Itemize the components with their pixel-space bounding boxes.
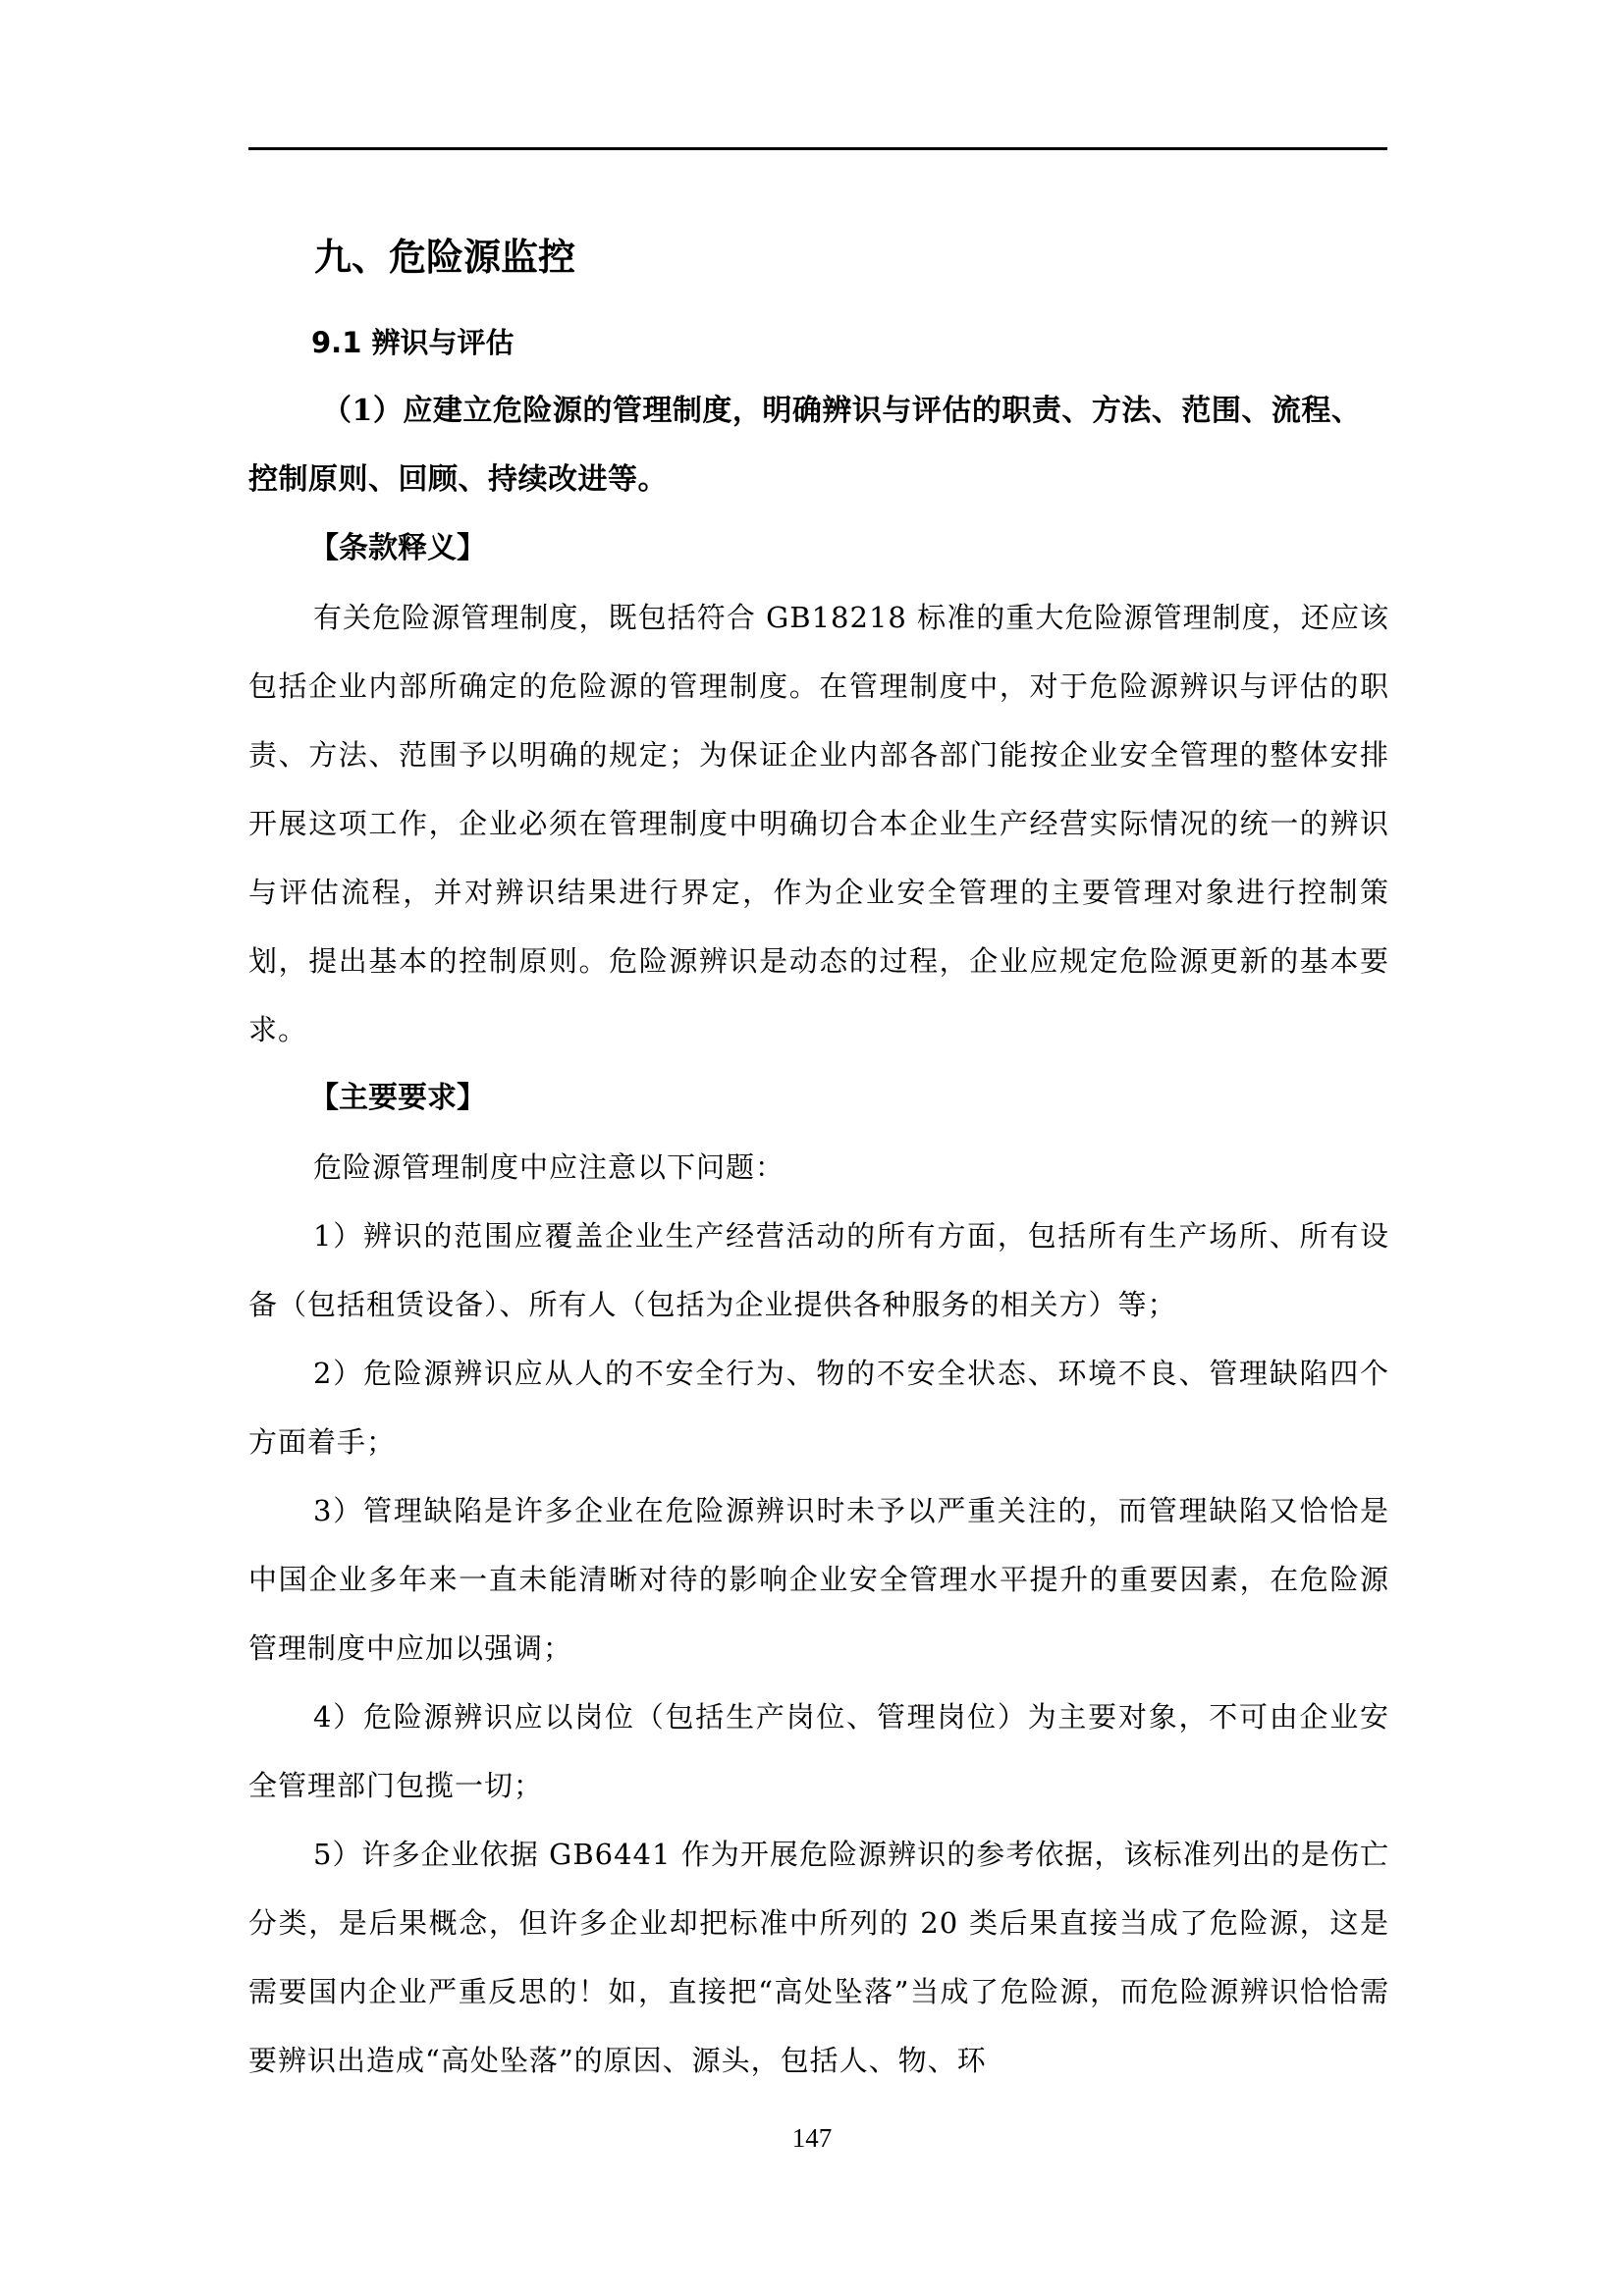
requirement-item-5: 5）许多企业依据 GB6441 作为开展危险源辨识的参考依据，该标准列出的是伤亡分类，是后果概念，但许多企业却把标准中所列的 20 类后果直接当成了危险源，这是需要国内企业严重反思的！如，直接把“高处坠落”当成了危险源，而危险源辨识恰恰需要辨识出造成“高处坠落”的原因、源头，包括人、物、环	[248, 1838, 1389, 2077]
header-rule	[248, 147, 1387, 150]
chapter-title: 九、危险源监控	[314, 236, 576, 279]
section-title: 9.1 辨识与评估	[311, 326, 514, 359]
interpretation-paragraph: 有关危险源管理制度，既包括符合 GB18218 标准的重大危险源管理制度，还应该包括企业内部所确定的危险源的管理制度。在管理制度中，对于危险源辨识与评估的职责、方法、范围予以明确的规定；为保证企业内部各部门能按企业安全管理的整体安排开展这项工作，企业必须在管理制度中明确切合本企业生产经营实际情况的统一的辨识与评估流程，并对辨识结果进行界定，作为企业安全管理的主要管理对象进行控制策划，提出基本的控制原则。危险源辨识是动态的过程，企业应规定危险源更新的基本要求。	[248, 601, 1389, 1046]
interpretation-heading: 【条款释义】	[309, 531, 486, 565]
requirement-item-2: 2）危险源辨识应从人的不安全行为、物的不安全状态、环境不良、管理缺陷四个方面着手；	[248, 1357, 1389, 1459]
requirement-item-3: 3）管理缺陷是许多企业在危险源辨识时未予以严重关注的，而管理缺陷又恰恰是中国企业多年来一直未能清晰对待的影响企业安全管理水平提升的重要因素，在危险源管理制度中应加以强调；	[248, 1494, 1389, 1665]
requirements-intro: 危险源管理制度中应注意以下问题：	[313, 1150, 785, 1184]
requirements-heading: 【主要要求】	[309, 1081, 486, 1115]
page-number: 147	[791, 2123, 833, 2153]
requirement-item-1: 1）辨识的范围应覆盖企业生产经营活动的所有方面，包括所有生产场所、所有设备（包括租赁设备）、所有人（包括为企业提供各种服务的相关方）等；	[248, 1219, 1389, 1321]
clause-text: （1）应建立危险源的管理制度，明确辨识与评估的职责、方法、范围、流程、控制原则、回顾、持续改进等。	[248, 394, 1362, 497]
requirement-item-4: 4）危险源辨识应以岗位（包括生产岗位、管理岗位）为主要对象，不可由企业安全管理部门包揽一切；	[248, 1700, 1389, 1802]
page-body	[248, 222, 1389, 2095]
